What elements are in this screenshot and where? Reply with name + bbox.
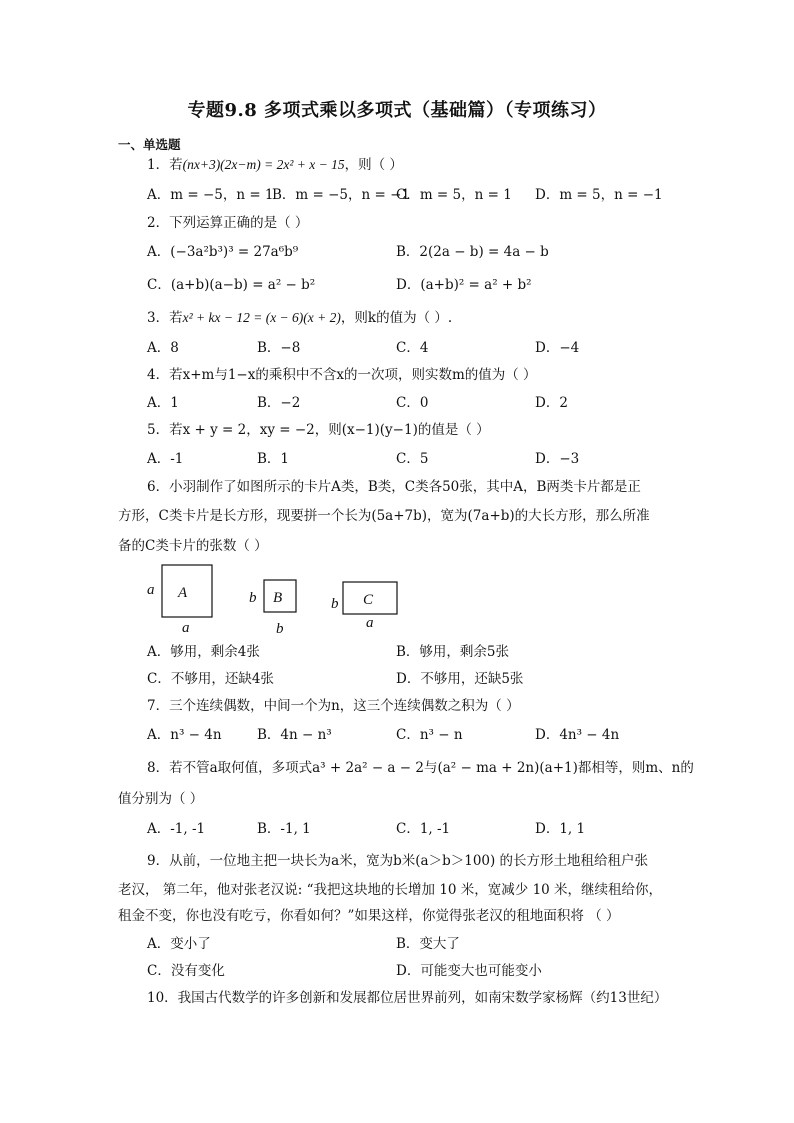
q7-option-a: A．n³ − 4n [147, 727, 222, 743]
q4-option-c: C．0 [396, 395, 429, 411]
card-b-bottom-label: b [276, 621, 284, 637]
q3-option-b: B．−8 [257, 340, 301, 356]
q1-stem-suffix: ，则（ ） [344, 157, 403, 173]
q9-option-c: C．没有变化 [147, 963, 225, 979]
q2-option-c: C．(a+b)(a−b) = a² − b² [147, 277, 316, 293]
section-heading: 一、单选题 [118, 137, 181, 152]
q6-option-c: C．不够用，还缺4张 [147, 671, 274, 687]
q8-option-b: B．-1, 1 [257, 821, 311, 837]
question-9-line-1: 9．从前，一位地主把一块长为a米，宽为b米(a＞b＞100) 的长方形土地租给租户张 [147, 853, 649, 869]
q9-option-a: A．变小了 [147, 936, 211, 952]
q3-stem-suffix: ，则k的值为（ ）. [340, 310, 453, 326]
card-b-label: B [273, 590, 283, 606]
question-6-line-2: 方形，C类卡片是长方形，现要拼一个长为(5a+7b)，宽为(7a+b)的大长方形，那么所准 [118, 508, 650, 524]
q4-option-d: D．2 [535, 395, 568, 411]
q7-option-c: C．n³ − n [396, 727, 463, 743]
q4-option-b: B．−2 [257, 395, 301, 411]
q2-option-a: A．(−3a²b³)³ = 27a⁶b⁹ [147, 244, 299, 260]
card-c-side-label: b [331, 596, 339, 612]
card-c-bottom-label: a [366, 615, 374, 631]
q5-option-b: B．1 [257, 451, 290, 467]
q5-option-d: D．−3 [535, 451, 580, 467]
question-5: 5．若x + y = 2，xy = −2，则(x−1)(y−1)的值是（ ） [147, 422, 490, 438]
q6-option-d: D．不够用，还缺5张 [396, 671, 524, 687]
question-4: 4．若x+m与1−x的乘积中不含x的一次项，则实数m的值为（ ） [147, 367, 537, 383]
q3-option-c: C．4 [396, 340, 429, 356]
card-c-label: C [363, 592, 374, 608]
q1-option-b: B．m = −5，n = −1 [272, 187, 411, 203]
question-6-line-3: 备的C类卡片的张数（ ） [118, 538, 268, 554]
question-9-line-3: 租金不变，你也没有吃亏，你看如何？”如果这样，你觉得张老汉的租地面积将 （ ） [118, 908, 620, 924]
card-a-side-label: a [147, 582, 155, 598]
q5-option-c: C．5 [396, 451, 429, 467]
q6-option-b: B．够用，剩余5张 [396, 644, 510, 660]
q2-option-d: D．(a+b)² = a² + b² [396, 277, 532, 293]
question-1 [147, 156, 403, 174]
q9-option-d: D．可能变大也可能变小 [396, 963, 542, 979]
q2-option-b: B．2(2a − b) = 4a − b [396, 244, 549, 260]
q4-option-a: A．1 [147, 395, 179, 411]
q1-stem-prefix: 1．若 [147, 157, 183, 173]
q8-option-d: D．1, 1 [535, 821, 586, 837]
q3-option-a: A．8 [147, 340, 179, 356]
question-2: 2．下列运算正确的是（ ） [147, 215, 309, 231]
q1-option-d: D．m = 5，n = −1 [535, 187, 663, 203]
q8-option-a: A．-1, -1 [147, 821, 206, 837]
q6-option-a: A．够用，剩余4张 [147, 644, 260, 660]
question-7: 7．三个连续偶数，中间一个为n，这三个连续偶数之积为（ ） [147, 698, 520, 714]
page-title: 专题9.8 多项式乘以多项式（基础篇）（专项练习） [187, 100, 607, 121]
card-b-side-label: b [249, 590, 257, 606]
question-8-line-1: 8．若不管a取何值，多项式a³ + 2a² − a − 2与(a² − ma + 2n)(a+1)都相等，则m、n的 [147, 760, 694, 776]
q3-option-d: D．−4 [535, 340, 580, 356]
q7-option-b: B．4n − n³ [257, 727, 332, 743]
q7-option-d: D．4n³ − 4n [535, 727, 620, 743]
q8-option-c: C．1, -1 [396, 821, 451, 837]
q9-option-b: B．变大了 [396, 936, 460, 952]
question-3 [147, 309, 452, 327]
q3-stem-prefix: 3．若 [147, 310, 183, 326]
q5-option-a: A．-1 [147, 451, 184, 467]
card-a-bottom-label: a [182, 620, 190, 636]
question-6-line-1: 6．小羽制作了如图所示的卡片A类，B类，C类各50张，其中A，B两类卡片都是正 [147, 479, 641, 495]
card-a-label: A [178, 585, 188, 601]
q1-option-a: A．m = −5，n = 1 [147, 187, 274, 203]
question-8-line-2: 值分别为（ ） [118, 791, 204, 807]
q1-equation: (nx+3)(2x−m) = 2x² + x − 15 [182, 157, 345, 172]
q3-equation: x² + kx − 12 = (x − 6)(x + 2) [182, 310, 341, 325]
question-9-line-2: 老汉， 第二年，他对张老汉说: “我把这块地的长增加 10 米，宽减少 10 米，继续租给你， [118, 882, 663, 898]
card-figure [140, 560, 430, 640]
question-10-line-1: 10．我国古代数学的许多创新和发展都位居世界前列，如南宋数学家杨辉（约13世纪） [147, 990, 668, 1006]
q1-option-c: C．m = 5，n = 1 [396, 187, 512, 203]
